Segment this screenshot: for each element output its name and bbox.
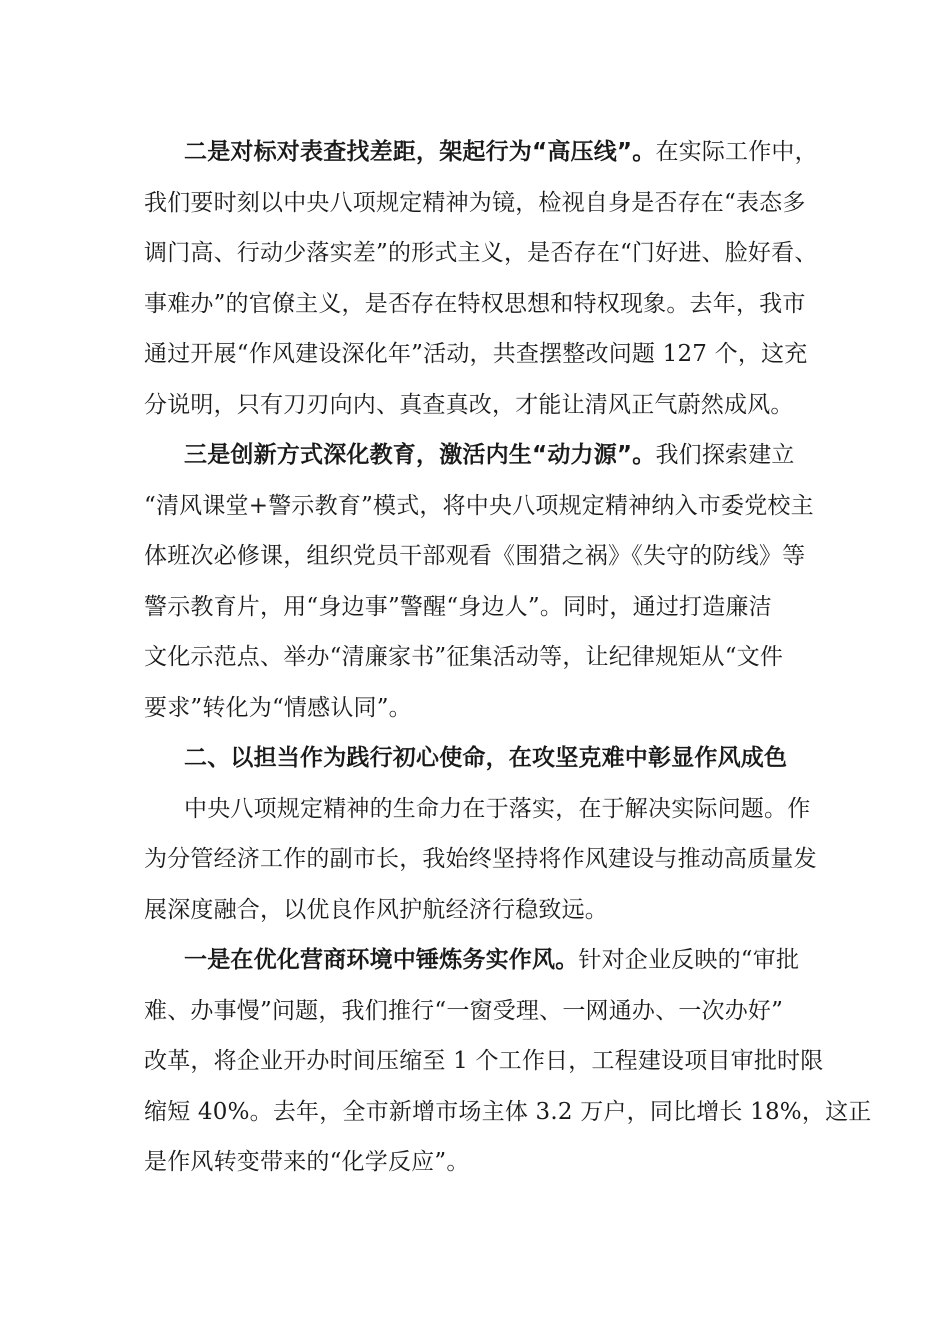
text-line: 要求”转化为“情感认同”。: [144, 694, 412, 721]
text-line: [144, 127, 824, 178]
paragraph-lead: 二是对标对表查找差距，架起行为“高压线”。: [184, 139, 656, 165]
text-segment: 针对企业反映的“审批: [578, 947, 800, 973]
text-line: [144, 935, 824, 986]
text-line: 为分管经济工作的副市长，我始终坚持将作风建设与推动高质量发: [144, 846, 817, 872]
paragraph-item-three: [144, 430, 824, 733]
text-line: 中央八项规定精神的生命力在于落实，在于解决实际问题。作: [184, 795, 811, 822]
text-line: “清风课堂+警示教育”模式，将中央八项规定精神纳入市委党校主: [144, 492, 814, 519]
text-line: 文化示范点、举办“清廉家书”征集活动等，让纪律规矩从“文件: [144, 644, 784, 670]
paragraph-lead: 一是在优化营商环境中锤炼务实作风。: [184, 947, 579, 973]
text-line: 改革，将企业开办时间压缩至 1 个工作日，工程建设项目审批时限: [144, 1048, 824, 1074]
text-line: 分说明，只有刀刃向内、真查真改，才能让清风正气蔚然成风。: [144, 391, 794, 418]
text-line: 通过开展“作风建设深化年”活动，共查摆整改问题 127 个，这充: [144, 341, 808, 367]
paragraph-intro: [144, 784, 824, 936]
section-heading: [144, 733, 824, 784]
text-line: 是作风转变带来的“化学反应”。: [144, 1149, 470, 1175]
paragraph-item-two: [144, 127, 824, 430]
paragraph-item-one: [144, 935, 872, 1188]
text-line: 我们要时刻以中央八项规定精神为镜，检视自身是否存在“表态多: [144, 189, 806, 216]
text-segment: 在实际工作中，: [655, 139, 818, 165]
text-line: 调门高、行动少落实差”的形式主义，是否存在“门好进、脸好看、: [144, 240, 818, 266]
section-heading-text: 二、以担当作为践行初心使命，在攻坚克难中彰显作风成色: [184, 745, 788, 771]
document-page: [144, 127, 872, 1188]
text-line: 展深度融合，以优良作风护航经济行稳致远。: [144, 896, 608, 923]
text-line: 警示教育片，用“身边事”警醒“身边人”。同时，通过打造廉洁: [144, 593, 772, 620]
text-line: 缩短 40%。去年，全市新增市场主体 3.2 万户，同比增长 18%，这正: [144, 1098, 872, 1125]
text-segment: 我们探索建立: [655, 442, 795, 468]
text-line: 体班次必修课，组织党员干部观看《围猎之祸》《失守的防线》等: [144, 543, 806, 569]
text-line: [144, 430, 824, 481]
text-line: 事难办”的官僚主义，是否存在特权思想和特权现象。去年，我市: [144, 290, 806, 317]
text-line: 难、办事慢”问题，我们推行“一窗受理、一网通办、一次办好”: [144, 997, 784, 1024]
paragraph-lead: 三是创新方式深化教育，激活内生“动力源”。: [184, 442, 656, 468]
